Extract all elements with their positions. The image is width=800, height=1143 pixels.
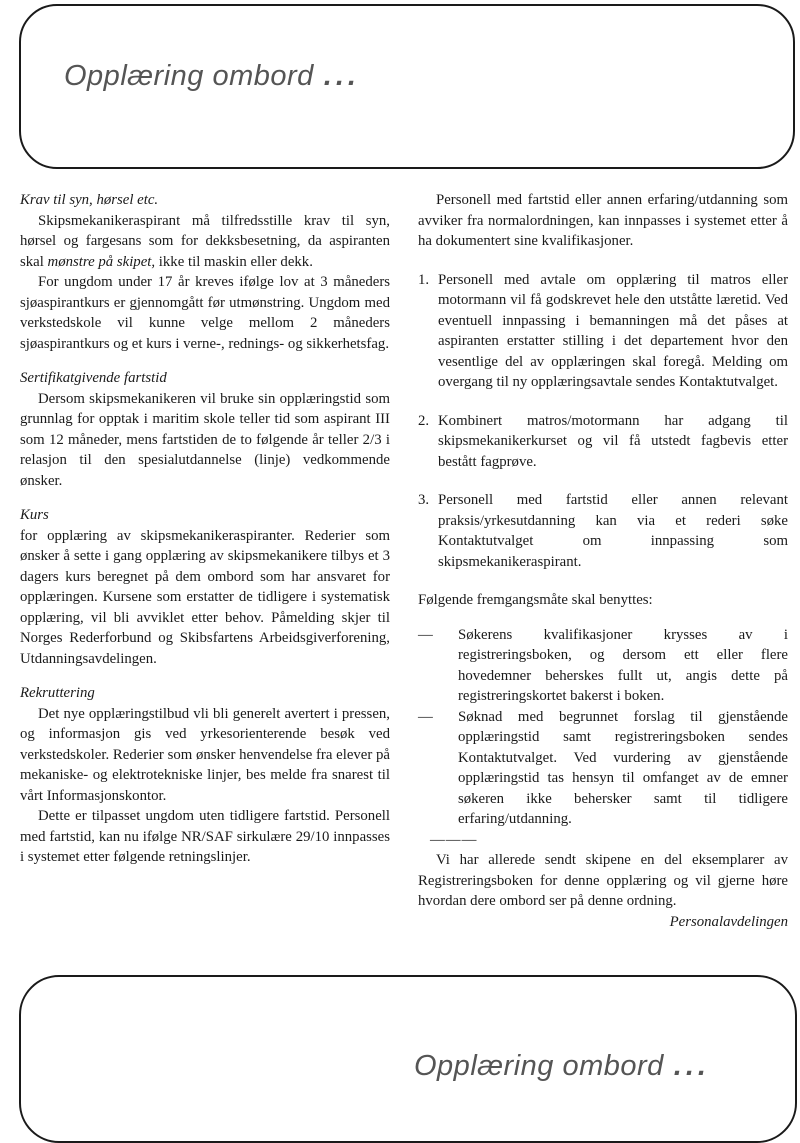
list-item: 2. Kombinert matros/motormann har adgang til skipsmekanikerkurset og vil få utstedt fagbevis etter bestått fagprøve. — [418, 412, 788, 470]
paragraph: Vi har allerede sendt skipene en del eksemplarer av Registreringsboken for denne opplæring og vil gjerne høre hvordan dere ombord ser på denne ordning. — [418, 852, 788, 909]
list-item: 1. Personell med avtale om opplæring til matros eller motormann vil få godskrevet hele den utståtte læretid. Ved eventuell innpassing i bemanningen må det påses at aspiranten erstatter stilling i det departement hvor den vesentlige del av opplæringen skal foregå. Melding om overgang til ny opplæringsavtale sendes Kontaktutvalget. — [418, 271, 788, 390]
list-item: 3. Personell med fartstid eller annen relevant praksis/yrkesutdanning kan via et rederi søke Kontaktutvalget om innpassing som skipsmekanikeraspirant. — [418, 492, 788, 570]
left-column — [20, 190, 390, 868]
list-item: — Søkerens kvalifikasjoner krysses av i registreringsboken, og dersom ett eller flere hovedemner beherskes fullt ut, angis dette på registreringskortet bakerst i boken. — [418, 626, 788, 704]
section-heading: Sertifikatgivende fartstid — [20, 370, 167, 386]
right-column — [418, 190, 788, 932]
paragraph: Det nye opplæringstilbud vli bli generelt avertert i pressen, og informasjon gis ved yrkesorienterende besøk ved verkstedskoler. Rederier som ønsker henvendelse fra elever på mekaniske- og elektrotekniske linjer, bes melde fra snarest til vårt Informasjonskontor. — [20, 705, 390, 804]
separator: ——— — [430, 831, 478, 848]
section-heading: Kurs — [20, 507, 49, 523]
paragraph: Skipsmekanikeraspirant må tilfredsstille krav til syn, hørsel og fargesans som for dekksbesetning, da aspiranten skal mønstre på skipet, ikke til maskin eller dekk. — [20, 212, 390, 270]
paragraph: Dersom skipsmekanikeren vil bruke sin opplæringstid som grunnlag for opptak i maritim skole teller tid som aspirant III som 12 måneder, mens fartstiden de to følgende år teller 2/3 i relasjon til den spesialutdannelse (linje) vedkommende ønsker. — [20, 390, 390, 489]
section-heading: Krav til syn, hørsel etc. — [20, 192, 159, 208]
paragraph: Personell med fartstid eller annen erfaring/utdanning som avviker fra normalordningen, kan innpasses i systemet etter å ha dokumentert sine kvalifikasjoner. — [418, 192, 788, 249]
section-heading: Rekruttering — [20, 685, 95, 701]
signature: Personalavdelingen — [669, 913, 788, 930]
bottom-banner-title: Opplæring ombord ... — [414, 1050, 710, 1082]
procedure-intro: Følgende fremgangsmåte skal benyttes: — [418, 592, 653, 608]
paragraph: For ungdom under 17 år kreves ifølge lov at 3 måneders sjøaspirantkurs er gjennomgått før utmønstring. Ungdom med verkstedskole vil kunne velge mellom 2 måneders sjøaspirantkurs og et kurs i verne-, rednings- og sikkerhetsfag. — [20, 274, 390, 352]
list-item: — Søknad med begrunnet forslag til gjenstående opplæringstid samt registreringsboken sendes Kontaktutvalget. Ved vurdering av gjenstående opplæringstid tas hensyn til omfanget av de emner søkeren ikke behersker samt til tidligere erfaring/utdanning. — [418, 708, 788, 827]
top-banner-title: Opplæring ombord ... — [64, 60, 360, 92]
paragraph: for opplæring av skipsmekanikeraspiranter. Rederier som ønsker å sette i gang opplæring av skipsmekanikere tilbys et 3 dagers kurs beregnet på dem ombord som har ansvaret for opplæringen. Kursene som erstatter de tidligere i systematisk opplæring, vil bli avviklet etter behov. Påmelding skjer til Norges Rederforbund og Skibsfartens Arbeidsgiverforening, Utdanningsavdelingen. — [20, 527, 390, 667]
paragraph: Dette er tilpasset ungdom uten tidligere fartstid. Personell med fartstid, kan nu ifølge NR/SAF sirkulære 29/10 innpasses i systemet etter følgende retningslinjer. — [20, 808, 390, 865]
